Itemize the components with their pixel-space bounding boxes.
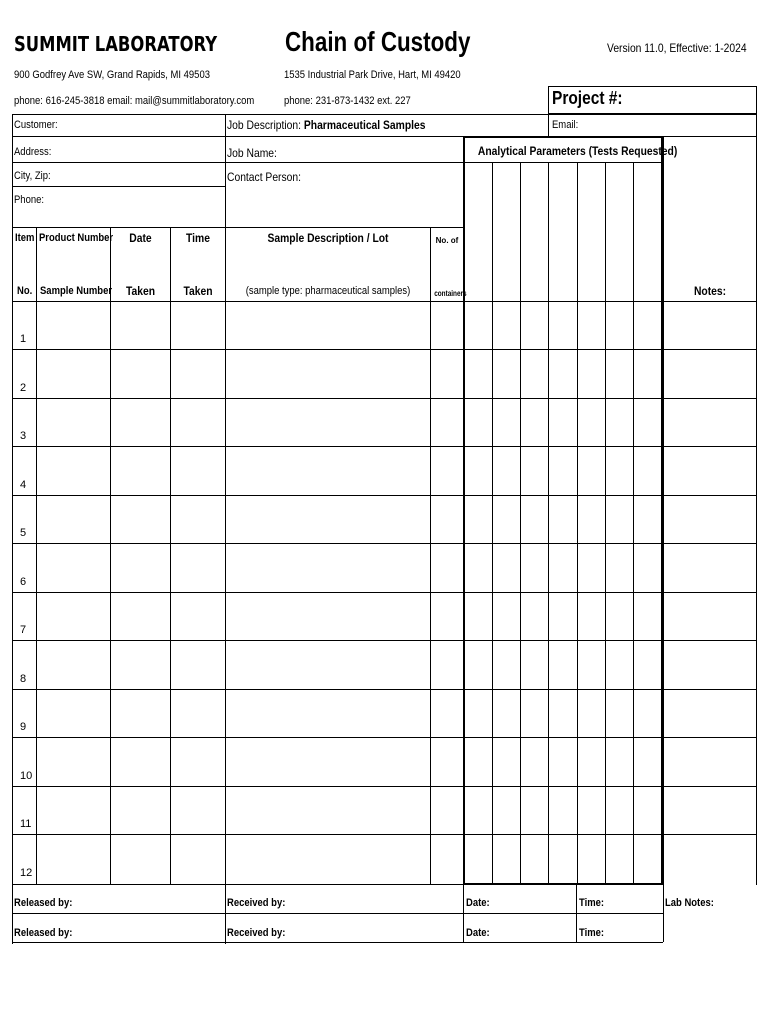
date-field-2[interactable]: Date: (466, 927, 490, 939)
project-number-field[interactable]: Project #: (552, 88, 623, 108)
row-number: 5 (20, 527, 27, 539)
released-by-field-2[interactable]: Released by: (14, 927, 73, 939)
address-hart: 1535 Industrial Park Drive, Hart, MI 49420 (284, 69, 461, 81)
col-sample-number: Sample Number (40, 285, 113, 297)
col-date-top: Date (129, 231, 152, 245)
row-number: 12 (20, 867, 33, 879)
analytical-parameters-header: Analytical Parameters (Tests Requested) (477, 144, 678, 158)
col-item-bottom: No. (17, 285, 33, 297)
row-number: 8 (20, 673, 27, 685)
contact-person-field[interactable]: Contact Person: (227, 170, 302, 184)
col-time-bottom: Taken (183, 284, 213, 298)
col-containers-top: No. of (435, 236, 459, 245)
row-number: 6 (20, 576, 27, 588)
lab-notes-field[interactable]: Lab Notes: (665, 897, 714, 909)
version-text: Version 11.0, Effective: 1-2024 (607, 41, 747, 55)
col-date-bottom: Taken (125, 284, 156, 298)
lab-name: SUMMIT LABORATORY (14, 32, 218, 56)
address-grand-rapids: 900 Godfrey Ave SW, Grand Rapids, MI 49503 (14, 69, 210, 81)
col-sample-description: Sample Description / Lot (267, 231, 389, 245)
row-number: 4 (20, 479, 27, 491)
job-description-value: Pharmaceutical Samples (303, 118, 426, 132)
job-description-field[interactable] (227, 118, 425, 132)
released-by-field-1[interactable]: Released by: (14, 897, 73, 909)
col-sample-type-note: (sample type: pharmaceutical samples) (245, 285, 411, 297)
received-by-field-1[interactable]: Received by: (227, 897, 286, 909)
row-number: 3 (20, 430, 27, 442)
time-field-1[interactable]: Time: (579, 897, 605, 909)
row-number: 1 (20, 333, 27, 345)
address-field[interactable]: Address: (14, 146, 52, 158)
contact-grand-rapids: phone: 616-245-3818 email: mail@summitlaboratory.com (14, 95, 255, 107)
contact-hart: phone: 231-873-1432 ext. 227 (284, 95, 411, 107)
job-name-field[interactable]: Job Name: (227, 146, 277, 160)
date-field-1[interactable]: Date: (466, 897, 490, 909)
row-number: 2 (20, 382, 27, 394)
time-field-2[interactable]: Time: (579, 927, 605, 939)
col-time-top: Time (186, 231, 210, 245)
col-notes: Notes: (693, 284, 727, 298)
row-number: 9 (20, 721, 27, 733)
document-title: Chain of Custody (285, 26, 471, 57)
city-zip-field[interactable]: City, Zip: (14, 170, 51, 182)
row-number: 7 (20, 624, 27, 636)
customer-field[interactable]: Customer: (14, 119, 58, 131)
col-product-number: Product Number (39, 232, 114, 244)
phone-field[interactable]: Phone: (14, 194, 44, 206)
email-field[interactable]: Email: (552, 119, 579, 131)
col-item-top: Item (15, 232, 35, 244)
col-containers-bottom: containers (434, 289, 467, 298)
received-by-field-2[interactable]: Received by: (227, 927, 286, 939)
row-number: 10 (20, 770, 33, 782)
row-number: 11 (20, 818, 32, 830)
job-description-label: Job Description: (227, 118, 302, 132)
